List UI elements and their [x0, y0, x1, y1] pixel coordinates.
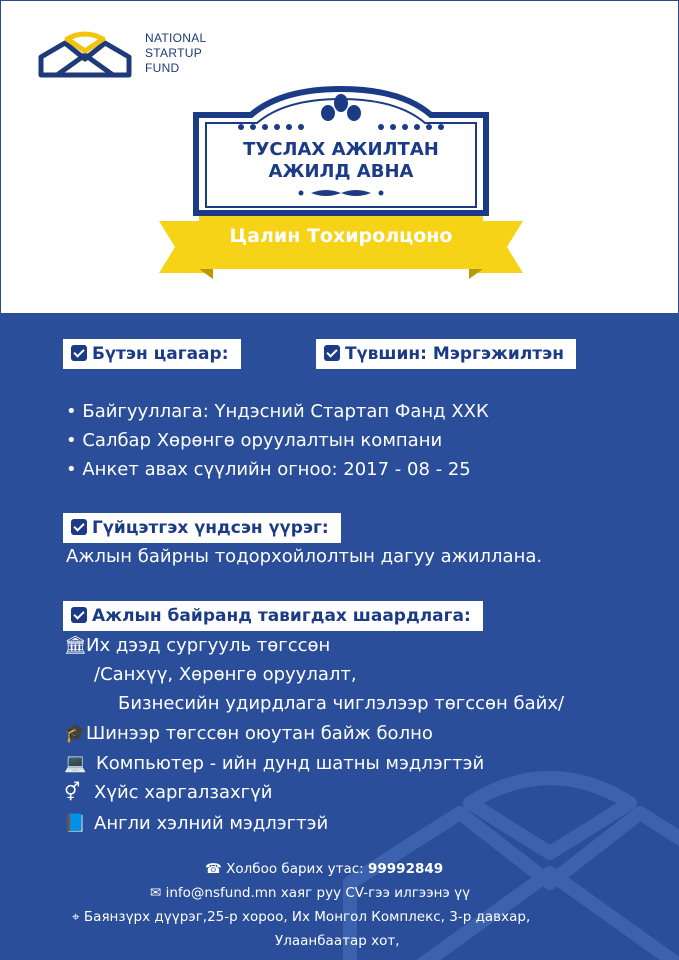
contact-phone	[205, 861, 443, 877]
requirement-text: Англи хэлний мэдлэгтэй	[94, 813, 329, 834]
requirement-item	[64, 813, 328, 834]
national-startup-fund-logo	[35, 29, 135, 85]
book-icon: 📘	[64, 813, 87, 834]
check-icon	[71, 607, 87, 623]
org-name-line: FUND	[145, 61, 180, 75]
duties-badge	[63, 513, 341, 543]
phone-number: 99992849	[368, 861, 444, 877]
graduation-cap-icon: 🎓	[64, 723, 87, 744]
requirement-text: Хүйс харгалзахгүй	[94, 782, 273, 803]
email-text: info@nsfund.mn хаяг руу CV-гээ илгээнэ үү	[165, 885, 471, 901]
contact-address-city: Улаанбаатар хот,	[275, 933, 400, 949]
header-section	[0, 0, 679, 313]
bank-icon: 🏛	[64, 635, 87, 656]
job-title-line: ТУСЛАХ АЖИЛТАН	[243, 139, 439, 160]
duties-label: Гүйцэтгэх үндсэн үүрэг:	[92, 518, 329, 538]
level-badge	[316, 339, 576, 369]
org-info: • Байгууллага: Үндэсний Стартап Фанд ХХК	[66, 401, 489, 422]
level-label: Түвшин: Мэргэжилтэн	[345, 344, 564, 364]
requirement-item: Бизнесийн удирдлага чиглэлээр төгссөн байх/	[118, 693, 565, 714]
duties-text: Ажлын байрны тодорхойлолтын дагуу ажиллана.	[66, 546, 543, 567]
schedule-badge	[63, 339, 241, 369]
org-name	[145, 31, 207, 76]
laptop-icon: 💻	[64, 753, 87, 774]
job-title	[191, 139, 491, 183]
check-icon	[324, 345, 340, 361]
requirement-item	[64, 753, 484, 774]
details-section	[0, 313, 679, 960]
title-plaque	[151, 83, 531, 283]
deadline-info: • Анкет авах сүүлийн огноо: 2017 - 08 - 25	[66, 459, 471, 480]
org-name-line: NATIONAL	[145, 31, 207, 45]
requirement-text: Компьютер - ийн дунд шатны мэдлэгтэй	[96, 753, 485, 774]
requirement-text: Шинээр төгссөн оюутан байж болно	[86, 723, 433, 744]
requirement-item	[64, 782, 272, 803]
org-name-line: STARTUP	[145, 46, 202, 60]
requirements-label: Ажлын байранд тавигдах шаардлага:	[92, 606, 471, 626]
requirement-text: Их дээд сургууль төгссөн	[86, 635, 331, 656]
contact-address	[72, 909, 530, 925]
requirements-badge	[63, 601, 483, 631]
phone-label: Холбоо барих утас:	[226, 861, 368, 877]
schedule-label: Бүтэн цагаар:	[92, 344, 229, 364]
check-icon	[71, 519, 87, 535]
job-title-line: АЖИЛД АВНА	[268, 161, 414, 182]
branch-info: • Салбар Хөрөнгө оруулалтын компани	[66, 430, 443, 451]
address-line: Баянзүрх дүүрэг,25-р хороо, Их Монгол Комплекс, 3-р давхар,	[83, 909, 531, 925]
gender-icon: ⚥	[64, 782, 81, 803]
envelope-icon: ✉	[150, 885, 166, 901]
contact-email	[150, 885, 470, 901]
map-pin-icon: ⌖	[72, 909, 84, 925]
requirement-item: /Санхүү, Хөрөнгө оруулалт,	[94, 664, 357, 685]
phone-icon: ☎	[205, 861, 227, 877]
requirement-item	[64, 723, 433, 744]
salary-ribbon: Цалин Тохиролцоно	[229, 225, 453, 247]
requirement-item	[64, 635, 330, 656]
check-icon	[71, 345, 87, 361]
logo-watermark	[330, 753, 679, 960]
